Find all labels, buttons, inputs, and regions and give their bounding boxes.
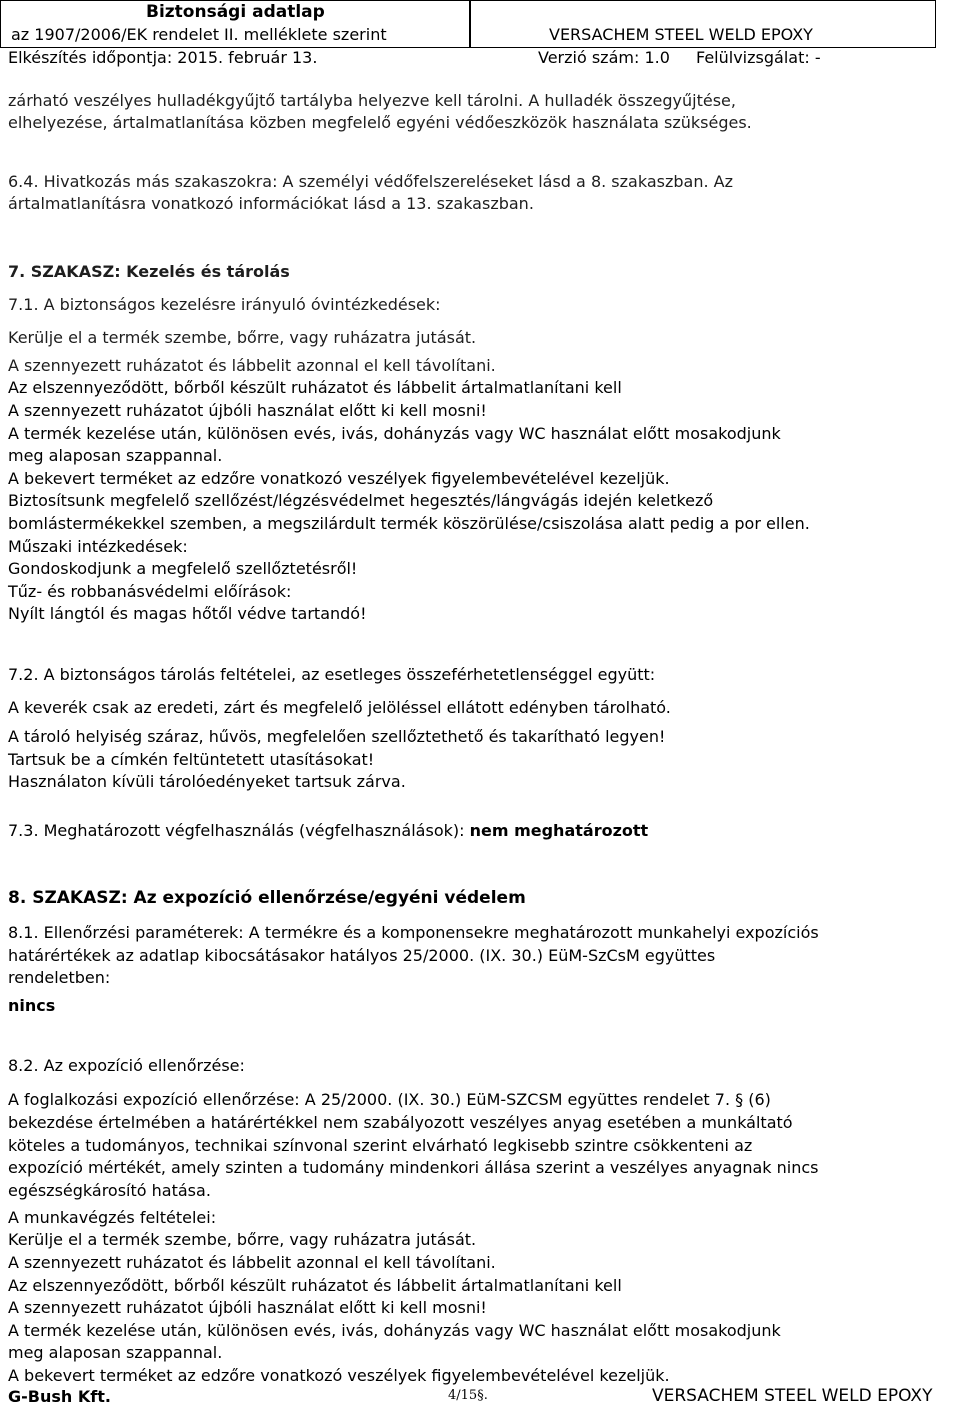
text-line: A foglalkozási expozíció ellenőrzése: A 25/2000. (IX. 30.) EüM-SZCSM együttes rendelet 7. § (6) xyxy=(8,1090,771,1109)
text-line: Használaton kívüli tárolóedényeket tartsuk zárva. xyxy=(8,772,406,791)
text-line: Nyílt lángtól és magas hőtől védve tartandó! xyxy=(8,604,367,623)
text-line: ártalmatlanításra vonatkozó információkat lásd a 13. szakaszban. xyxy=(8,194,534,213)
text-line: Kerülje el a termék szembe, bőrre, vagy ruházatra jutását. xyxy=(8,1230,477,1249)
text-line: zárható veszélyes hulladékgyűjtő tartályba helyezve kell tárolni. A hulladék összegyűjtése, xyxy=(8,91,736,110)
regulation-reference: az 1907/2006/EK rendelet II. melléklete szerint xyxy=(11,25,387,44)
version-number: Verzió szám: 1.0 xyxy=(538,48,670,67)
header-product-name: VERSACHEM STEEL WELD EPOXY xyxy=(549,25,813,44)
header-left-cell xyxy=(0,0,470,48)
text-line: A bekevert terméket az edzőre vonatkozó veszélyek figyelembevételével kezeljük. xyxy=(8,469,670,488)
text-line: A szennyezett ruházatot újbóli használat előtt ki kell mosni! xyxy=(8,401,487,420)
text-line: expozíció mértékét, amely szinten a tudomány mindenkori állása szerint a veszélyes anyagnak nincs xyxy=(8,1158,819,1177)
section-7-3-label: 7.3. Meghatározott végfelhasználás (végfelhasználások): xyxy=(8,821,470,840)
revision-info: Felülvizsgálat: - xyxy=(696,48,821,67)
text-line: határértékek az adatlap kibocsátásakor hatályos 25/2000. (IX. 30.) EüM-SzCsM együttes xyxy=(8,946,716,965)
text-line: A bekevert terméket az edzőre vonatkozó veszélyek figyelembevételével kezeljük. xyxy=(8,1366,670,1385)
preparation-date: Elkészítés időpontja: 2015. február 13. xyxy=(8,48,318,67)
text-line: egészségkárosító hatása. xyxy=(8,1181,211,1200)
text-line: A szennyezett ruházatot és lábbelit azonnal el kell távolítani. xyxy=(8,1253,496,1272)
footer-product-name: VERSACHEM STEEL WELD EPOXY xyxy=(652,1386,933,1406)
section-8-heading: 8. SZAKASZ: Az expozíció ellenőrzése/egyéni védelem xyxy=(8,888,526,908)
text-line: Az elszennyeződött, bőrből készült ruházatot és lábbelit ártalmatlanítani kell xyxy=(8,378,622,397)
text-line: elhelyezése, ártalmatlanítása közben megfelelő egyéni védőeszközök használata szükséges. xyxy=(8,113,752,132)
text-line: Az elszennyeződött, bőrből készült ruházatot és lábbelit ártalmatlanítani kell xyxy=(8,1276,622,1295)
text-line: Biztosítsunk megfelelő szellőzést/légzésvédelmet hegesztés/lángvágás idején keletkező xyxy=(8,491,714,510)
footer-company: G-Bush Kft. xyxy=(8,1387,111,1406)
section-7-2-heading: 7.2. A biztonságos tárolás feltételei, az esetleges összeférhetetlenséggel együtt: xyxy=(8,665,656,684)
section-7-heading: 7. SZAKASZ: Kezelés és tárolás xyxy=(8,262,290,281)
section-6-4: 6.4. Hivatkozás más szakaszokra: A személyi védőfelszereléseket lásd a 8. szakaszban. Az xyxy=(8,172,733,191)
text-line: A szennyezett ruházatot és lábbelit azonnal el kell távolítani. xyxy=(8,356,496,375)
subheading-technical-measures: Műszaki intézkedések: xyxy=(8,537,188,556)
text-line: A tároló helyiség száraz, hűvös, megfelelően szellőztethető és takarítható legyen! xyxy=(8,727,666,746)
text-line: A termék kezelése után, különösen evés, ivás, dohányzás vagy WC használat előtt mosakodjunk xyxy=(8,424,781,443)
text-line: rendeletben: xyxy=(8,968,111,987)
section-8-1: 8.1. Ellenőrzési paraméterek: A termékre és a komponensekre meghatározott munkahelyi expozíciós xyxy=(8,923,819,942)
text-line: Kerülje el a termék szembe, bőrre, vagy ruházatra jutását. xyxy=(8,328,477,347)
text-line: A szennyezett ruházatot újbóli használat előtt ki kell mosni! xyxy=(8,1298,487,1317)
text-line: A termék kezelése után, különösen evés, ivás, dohányzás vagy WC használat előtt mosakodjunk xyxy=(8,1321,781,1340)
text-line: bomlástermékekkel szemben, a megszilárdult termék köszörülése/csiszolása alatt pedig a por ellen. xyxy=(8,514,810,533)
document-title: Biztonsági adatlap xyxy=(146,2,325,22)
section-8-1-value: nincs xyxy=(8,996,56,1015)
header-right-cell xyxy=(470,0,936,48)
subheading-fire-protection: Tűz- és robbanásvédelmi előírások: xyxy=(8,582,292,601)
section-7-3-value: nem meghatározott xyxy=(469,821,649,840)
subheading-working-conditions: A munkavégzés feltételei: xyxy=(8,1208,217,1227)
section-7-1-heading: 7.1. A biztonságos kezelésre irányuló óvintézkedések: xyxy=(8,295,441,314)
page-number: 4/15§. xyxy=(448,1388,488,1403)
text-line: meg alaposan szappannal. xyxy=(8,446,223,465)
text-line: Tartsuk be a címkén feltüntetett utasításokat! xyxy=(8,750,375,769)
text-line: köteles a tudományos, technikai színvonal szerint elvárható legkisebb szintre csökkenteni az xyxy=(8,1136,753,1155)
section-8-2-heading: 8.2. Az expozíció ellenőrzése: xyxy=(8,1056,245,1075)
text-line: Gondoskodjunk a megfelelő szellőztetésről! xyxy=(8,559,358,578)
text-line: bekezdése értelmében a határértékkel nem szabályozott veszélyes anyag esetében a munkáltató xyxy=(8,1113,793,1132)
document-header xyxy=(0,0,936,48)
text-line: A keverék csak az eredeti, zárt és megfelelő jelöléssel ellátott edényben tárolható. xyxy=(8,698,671,717)
text-line: meg alaposan szappannal. xyxy=(8,1343,223,1362)
section-7-3 xyxy=(8,821,648,841)
